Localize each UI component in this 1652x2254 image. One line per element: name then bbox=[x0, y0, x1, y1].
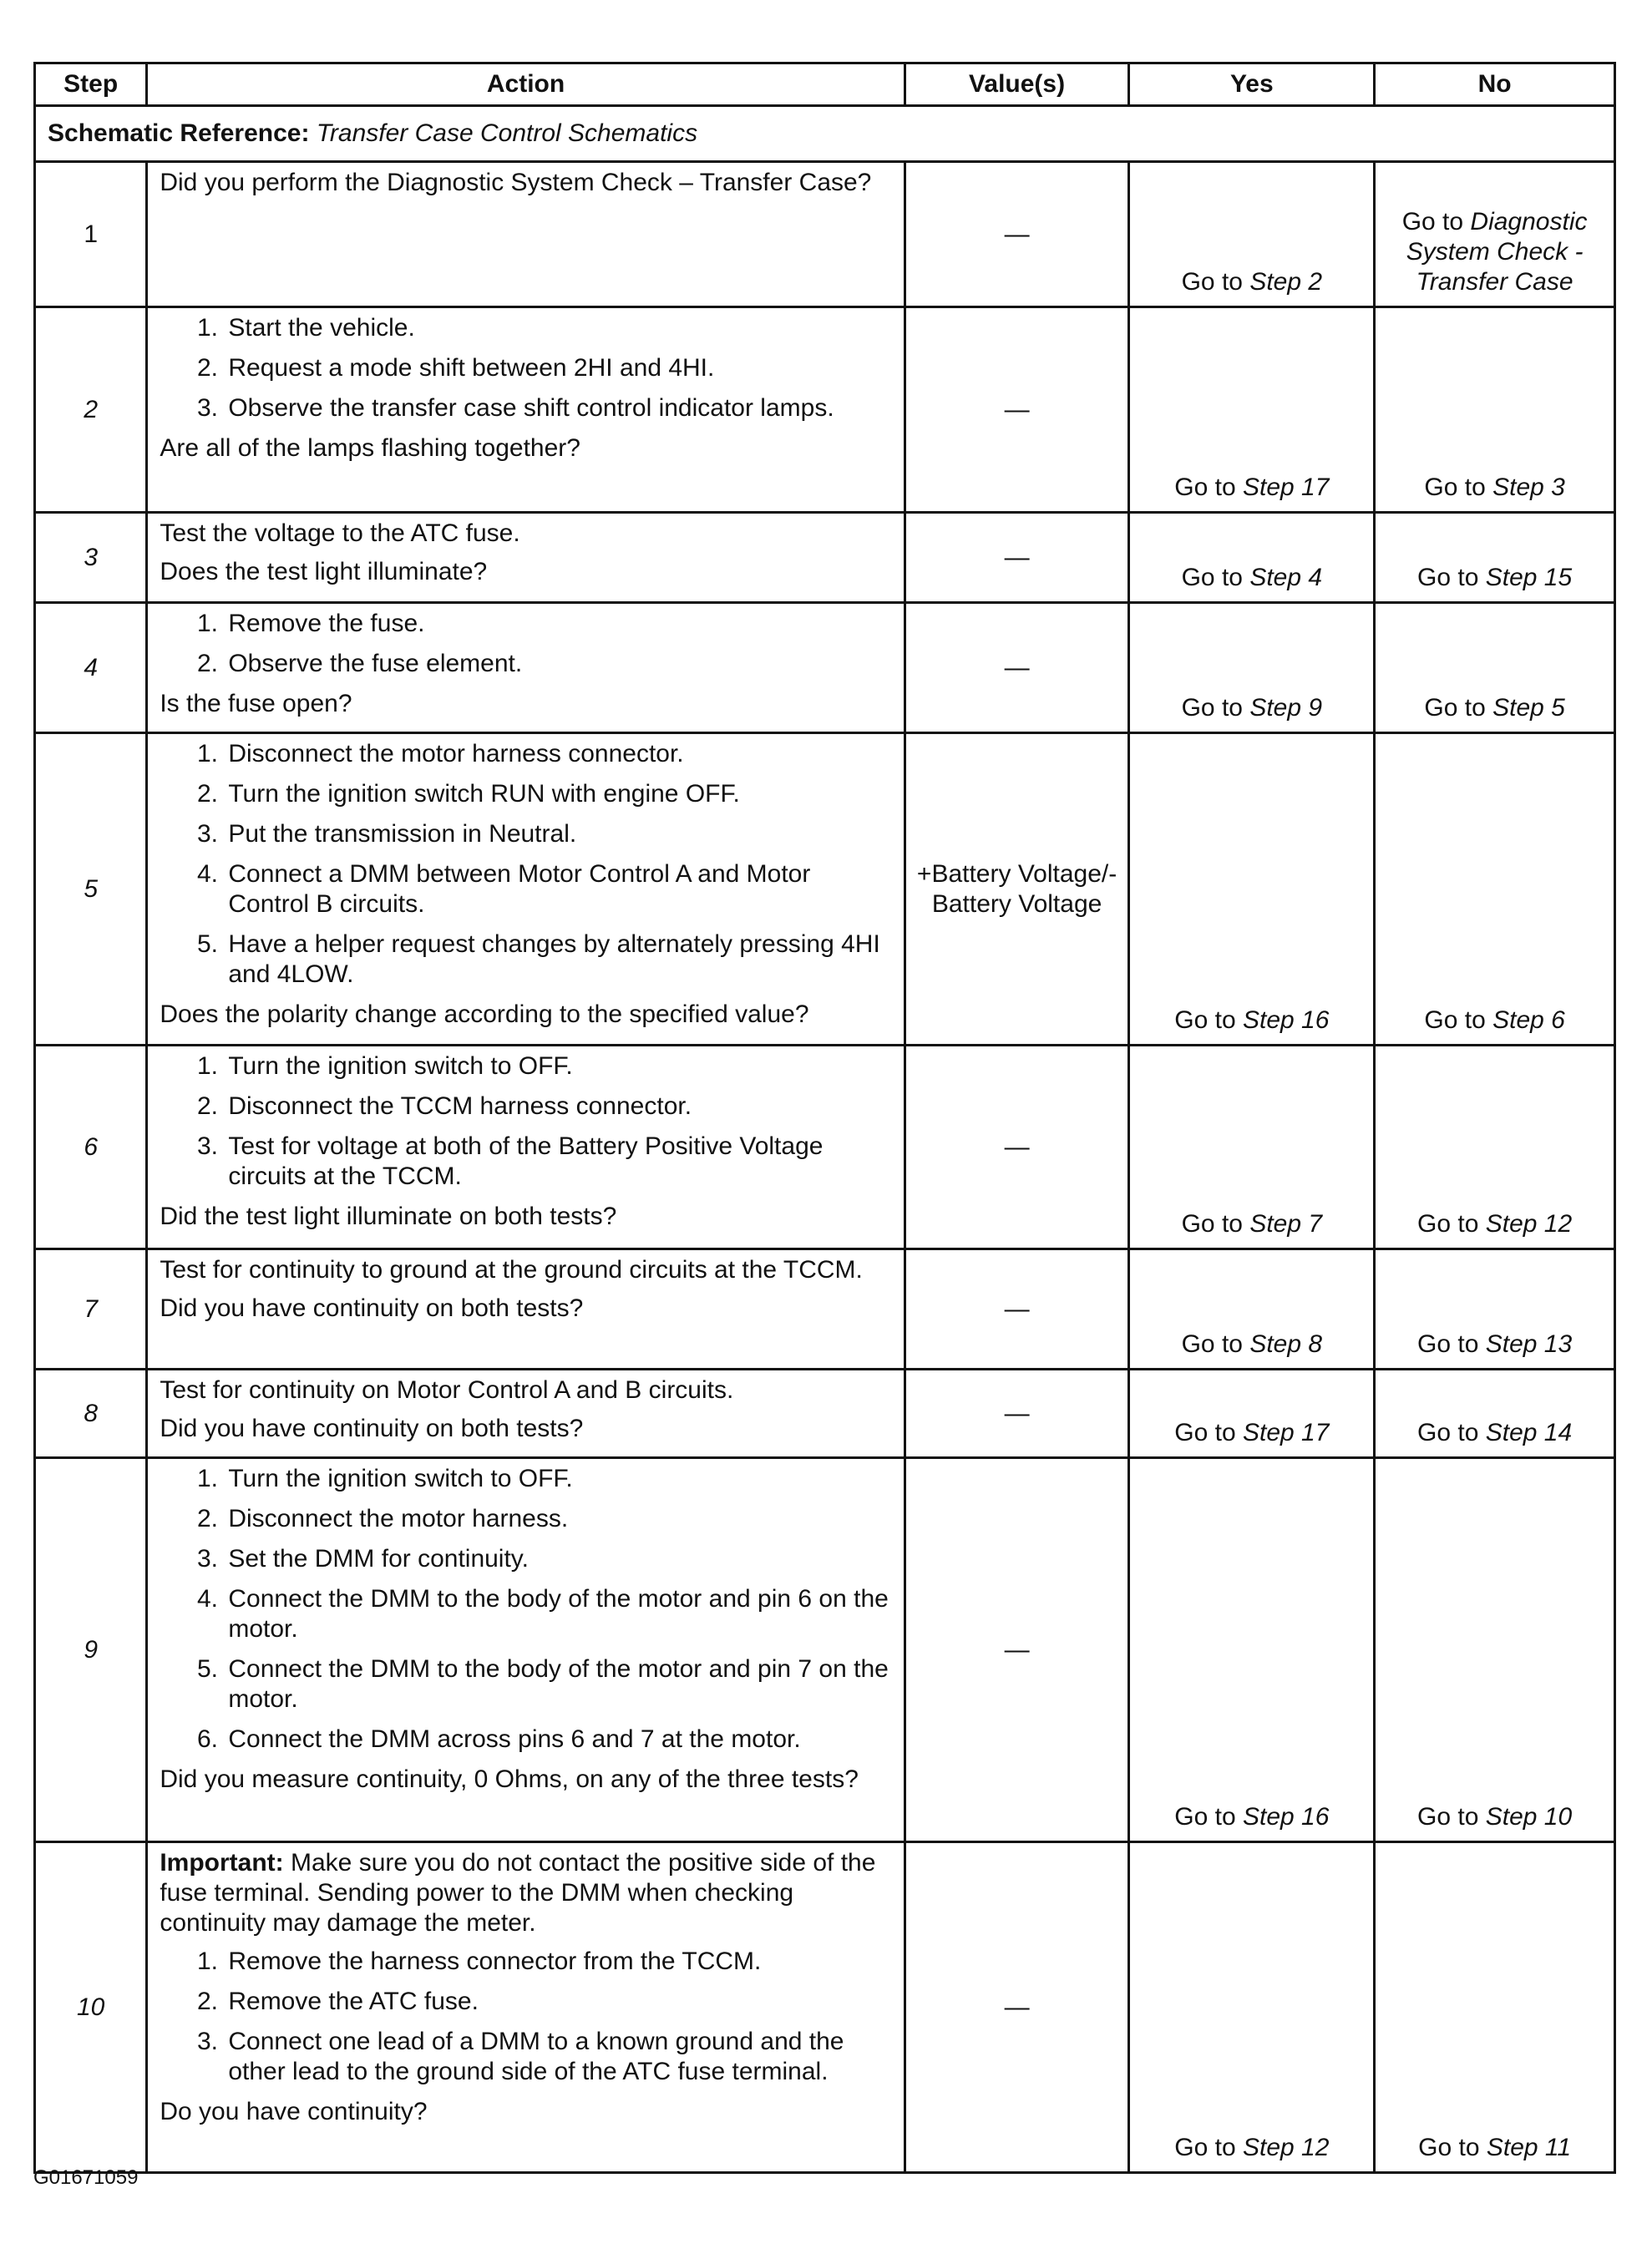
yes-prefix: Go to bbox=[1174, 1803, 1243, 1831]
yes-target: Step 17 bbox=[1242, 474, 1330, 501]
value-cell: +Battery Voltage/-Battery Voltage bbox=[905, 733, 1129, 1046]
action-question: Did you have continuity on both tests? bbox=[160, 1415, 584, 1442]
no-cell bbox=[1375, 307, 1615, 513]
action-intro bbox=[160, 1375, 893, 1406]
no-prefix: Go to bbox=[1424, 1006, 1493, 1034]
value-cell: — bbox=[905, 1249, 1129, 1370]
action-intro bbox=[160, 1255, 893, 1285]
no-cell bbox=[1375, 1370, 1615, 1458]
no-prefix: Go to bbox=[1401, 208, 1471, 236]
yes-target: Step 7 bbox=[1249, 1210, 1323, 1238]
action-step-item: 1. Turn the ignition switch to OFF. bbox=[225, 1051, 893, 1081]
value-cell: — bbox=[905, 1458, 1129, 1842]
header-action: Action bbox=[147, 63, 905, 106]
action-cell bbox=[147, 162, 905, 307]
no-cell bbox=[1375, 1842, 1615, 2173]
table-row bbox=[35, 1458, 1615, 1842]
no-cell bbox=[1375, 1046, 1615, 1249]
action-step-item: 2. Remove the ATC fuse. bbox=[225, 1987, 893, 2017]
step-cell: 3 bbox=[35, 513, 147, 603]
action-step-item: 2. Disconnect the TCCM harness connector. bbox=[225, 1092, 893, 1122]
yes-prefix: Go to bbox=[1181, 694, 1250, 722]
no-target: Step 12 bbox=[1485, 1210, 1573, 1238]
no-cell bbox=[1375, 513, 1615, 603]
yes-cell bbox=[1129, 603, 1375, 733]
yes-prefix: Go to bbox=[1181, 564, 1250, 591]
step-cell: 2 bbox=[35, 307, 147, 513]
action-intro bbox=[160, 519, 893, 549]
no-cell bbox=[1375, 1458, 1615, 1842]
step-cell: 6 bbox=[35, 1046, 147, 1249]
table-row bbox=[35, 162, 1615, 307]
no-cell bbox=[1375, 162, 1615, 307]
figure-id: G01671059 bbox=[33, 2166, 139, 2189]
step-cell: 7 bbox=[35, 1249, 147, 1370]
action-intro-text: Make sure you do not contact the positive side of the fuse terminal. Sending power to the DMM when checking continuity may damage the meter. bbox=[160, 1849, 876, 1937]
action-steps-list bbox=[160, 739, 893, 990]
action-step-item: 6. Connect the DMM across pins 6 and 7 at the motor. bbox=[225, 1725, 893, 1755]
action-question: Did you have continuity on both tests? bbox=[160, 1294, 584, 1322]
value-cell: — bbox=[905, 307, 1129, 513]
yes-cell bbox=[1129, 307, 1375, 513]
yes-prefix: Go to bbox=[1181, 1210, 1250, 1238]
action-step-item: 4. Connect a DMM between Motor Control A and Motor Control B circuits. bbox=[225, 859, 893, 919]
table-row bbox=[35, 1370, 1615, 1458]
table-row bbox=[35, 603, 1615, 733]
action-step-item: 1. Disconnect the motor harness connector. bbox=[225, 739, 893, 769]
yes-target: Step 4 bbox=[1249, 564, 1323, 591]
yes-target: Step 17 bbox=[1242, 1419, 1330, 1446]
yes-target: Step 2 bbox=[1249, 268, 1323, 296]
yes-cell bbox=[1129, 1046, 1375, 1249]
action-cell bbox=[147, 1046, 905, 1249]
action-step-item: 4. Connect the DMM to the body of the motor and pin 6 on the motor. bbox=[225, 1584, 893, 1644]
important-label: Important: bbox=[160, 1849, 284, 1877]
step-cell: 10 bbox=[35, 1842, 147, 2173]
table-row bbox=[35, 307, 1615, 513]
table-row bbox=[35, 513, 1615, 603]
no-prefix: Go to bbox=[1417, 1330, 1486, 1358]
yes-target: Step 9 bbox=[1249, 694, 1323, 722]
no-prefix: Go to bbox=[1417, 1210, 1486, 1238]
action-question: Is the fuse open? bbox=[160, 690, 352, 717]
action-step-item: 3. Set the DMM for continuity. bbox=[225, 1544, 893, 1574]
yes-target: Step 16 bbox=[1242, 1803, 1330, 1831]
action-step-item: 1. Remove the fuse. bbox=[225, 609, 893, 639]
action-cell bbox=[147, 1370, 905, 1458]
action-question: Are all of the lamps flashing together? bbox=[160, 434, 580, 462]
value-cell: — bbox=[905, 1370, 1129, 1458]
no-target: Step 13 bbox=[1485, 1330, 1573, 1358]
action-cell bbox=[147, 513, 905, 603]
action-step-item: 3. Observe the transfer case shift control indicator lamps. bbox=[225, 393, 893, 423]
header-step: Step bbox=[35, 63, 147, 106]
yes-target: Step 16 bbox=[1242, 1006, 1330, 1034]
action-step-item: 2. Observe the fuse element. bbox=[225, 649, 893, 679]
yes-prefix: Go to bbox=[1174, 1006, 1243, 1034]
yes-prefix: Go to bbox=[1174, 2134, 1243, 2161]
step-cell: 4 bbox=[35, 603, 147, 733]
yes-prefix: Go to bbox=[1174, 1419, 1243, 1446]
value-cell: — bbox=[905, 603, 1129, 733]
action-question: Did the test light illuminate on both tests? bbox=[160, 1203, 617, 1230]
diagnostic-table-sheet bbox=[33, 62, 1616, 2174]
value-cell: — bbox=[905, 513, 1129, 603]
value-cell: — bbox=[905, 1046, 1129, 1249]
action-intro-text: Did you perform the Diagnostic System Check – Transfer Case? bbox=[160, 169, 872, 196]
yes-target: Step 8 bbox=[1249, 1330, 1323, 1358]
header-no: No bbox=[1375, 63, 1615, 106]
step-cell: 1 bbox=[35, 162, 147, 307]
step-cell: 5 bbox=[35, 733, 147, 1046]
no-target: Step 10 bbox=[1485, 1803, 1573, 1831]
yes-prefix: Go to bbox=[1181, 268, 1250, 296]
table-row bbox=[35, 733, 1615, 1046]
action-step-item: 3. Connect one lead of a DMM to a known ground and the other lead to the ground side of the ATC fuse terminal. bbox=[225, 2027, 893, 2087]
no-prefix: Go to bbox=[1417, 564, 1486, 591]
header-values: Value(s) bbox=[905, 63, 1129, 106]
action-question: Does the test light illuminate? bbox=[160, 558, 488, 585]
yes-cell bbox=[1129, 1249, 1375, 1370]
no-target: Step 5 bbox=[1492, 694, 1565, 722]
yes-cell bbox=[1129, 733, 1375, 1046]
table-row bbox=[35, 1842, 1615, 2173]
action-step-item: 2. Request a mode shift between 2HI and 4HI. bbox=[225, 353, 893, 383]
action-step-item: 1. Remove the harness connector from the TCCM. bbox=[225, 1947, 893, 1977]
no-target: Step 15 bbox=[1485, 564, 1573, 591]
action-intro-text: Test for continuity on Motor Control A and B circuits. bbox=[160, 1376, 734, 1404]
action-step-item: 2. Disconnect the motor harness. bbox=[225, 1504, 893, 1534]
yes-cell bbox=[1129, 1458, 1375, 1842]
action-step-item: 5. Connect the DMM to the body of the motor and pin 7 on the motor. bbox=[225, 1654, 893, 1715]
action-question: Did you measure continuity, 0 Ohms, on any of the three tests? bbox=[160, 1765, 859, 1793]
step-cell: 9 bbox=[35, 1458, 147, 1842]
value-cell: — bbox=[905, 1842, 1129, 2173]
yes-target: Step 12 bbox=[1242, 2134, 1330, 2161]
table-row bbox=[35, 1046, 1615, 1249]
action-intro bbox=[160, 1848, 893, 1938]
action-steps-list bbox=[160, 1947, 893, 2087]
yes-prefix: Go to bbox=[1181, 1330, 1250, 1358]
action-cell bbox=[147, 1842, 905, 2173]
yes-cell bbox=[1129, 1370, 1375, 1458]
action-step-item: 3. Put the transmission in Neutral. bbox=[225, 819, 893, 849]
no-target: Step 14 bbox=[1485, 1419, 1573, 1446]
action-step-item: 2. Turn the ignition switch RUN with engine OFF. bbox=[225, 779, 893, 809]
step-cell: 8 bbox=[35, 1370, 147, 1458]
no-prefix: Go to bbox=[1424, 694, 1493, 722]
schematic-reference-value: Transfer Case Control Schematics bbox=[316, 119, 698, 147]
no-target: Diagnostic System Check - Transfer Case bbox=[1406, 208, 1588, 296]
action-step-item: 3. Test for voltage at both of the Battery Positive Voltage circuits at the TCCM. bbox=[225, 1132, 893, 1192]
yes-cell bbox=[1129, 513, 1375, 603]
action-steps-list bbox=[160, 313, 893, 423]
diagnostic-table bbox=[33, 62, 1616, 2174]
no-cell bbox=[1375, 733, 1615, 1046]
no-target: Step 6 bbox=[1492, 1006, 1565, 1034]
header-yes: Yes bbox=[1129, 63, 1375, 106]
header-row bbox=[35, 63, 1615, 106]
no-prefix: Go to bbox=[1417, 1419, 1486, 1446]
action-cell bbox=[147, 733, 905, 1046]
yes-prefix: Go to bbox=[1174, 474, 1243, 501]
action-steps-list bbox=[160, 1464, 893, 1755]
no-cell bbox=[1375, 603, 1615, 733]
no-target: Step 3 bbox=[1492, 474, 1565, 501]
action-question: Do you have continuity? bbox=[160, 2098, 428, 2125]
action-intro-text: Test for continuity to ground at the ground circuits at the TCCM. bbox=[160, 1256, 863, 1284]
action-step-item: 1. Turn the ignition switch to OFF. bbox=[225, 1464, 893, 1494]
action-intro-text: Test the voltage to the ATC fuse. bbox=[160, 519, 520, 547]
table-row bbox=[35, 1249, 1615, 1370]
action-cell bbox=[147, 1458, 905, 1842]
yes-cell bbox=[1129, 162, 1375, 307]
no-prefix: Go to bbox=[1424, 474, 1493, 501]
schematic-reference-row bbox=[35, 106, 1615, 162]
no-prefix: Go to bbox=[1417, 1803, 1486, 1831]
action-question: Does the polarity change according to the specified value? bbox=[160, 1000, 809, 1028]
yes-cell bbox=[1129, 1842, 1375, 2173]
action-steps-list bbox=[160, 1051, 893, 1192]
no-target: Step 11 bbox=[1486, 2134, 1572, 2161]
no-cell bbox=[1375, 1249, 1615, 1370]
value-cell: — bbox=[905, 162, 1129, 307]
action-step-item: 1. Start the vehicle. bbox=[225, 313, 893, 343]
action-intro bbox=[160, 168, 893, 198]
no-prefix: Go to bbox=[1418, 2134, 1487, 2161]
schematic-reference-label: Schematic Reference: bbox=[48, 119, 310, 147]
action-cell bbox=[147, 1249, 905, 1370]
action-step-item: 5. Have a helper request changes by alternately pressing 4HI and 4LOW. bbox=[225, 929, 893, 990]
action-cell bbox=[147, 603, 905, 733]
action-cell bbox=[147, 307, 905, 513]
action-steps-list bbox=[160, 609, 893, 679]
